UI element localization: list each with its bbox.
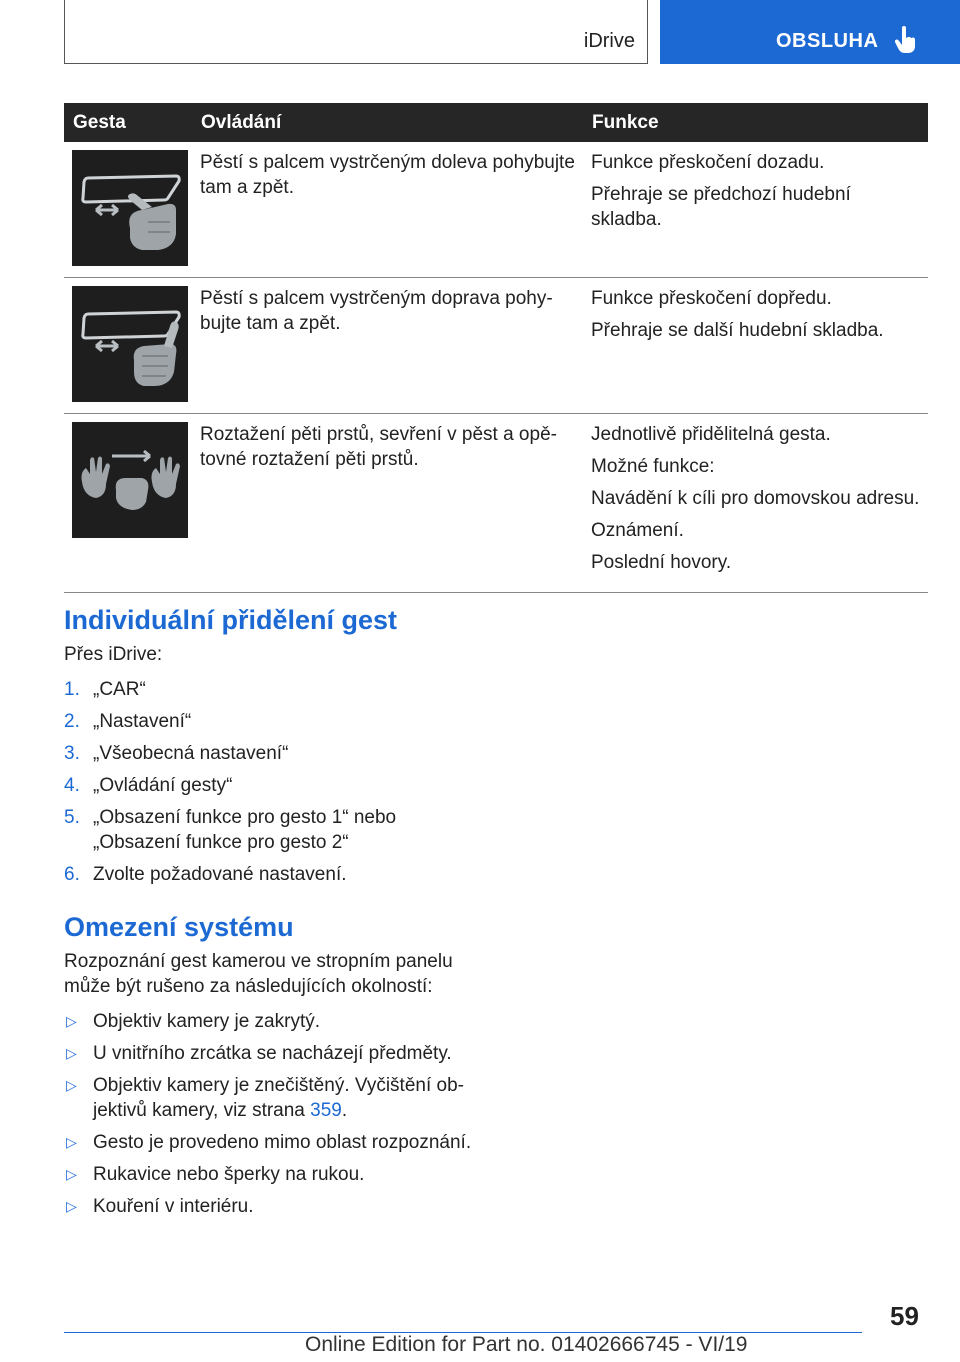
function-text: Možné funkce: bbox=[591, 455, 715, 477]
chapter-tab[interactable] bbox=[660, 0, 960, 64]
triangle-bullet-icon: ▷ bbox=[66, 1198, 77, 1214]
bullet-text: Objektiv kamery je zakrytý. bbox=[93, 1011, 320, 1032]
step-text: Zvolte požadované nastavení. bbox=[93, 864, 347, 885]
section-heading: Omezení systému bbox=[64, 912, 294, 942]
triangle-bullet-icon: ▷ bbox=[66, 1166, 77, 1182]
step-text: „Ovládání gesty“ bbox=[93, 775, 233, 796]
gesture-control-text: Roztažení pěti prstů, sevření v pěst a opě-tovné roztažení pěti prstů. bbox=[200, 423, 557, 470]
function-text: Funkce přeskočení dozadu. bbox=[591, 152, 825, 173]
function-text: Oznámení. bbox=[591, 519, 684, 541]
section-heading: Individuální přidělení gest bbox=[64, 605, 398, 635]
triangle-bullet-icon: ▷ bbox=[66, 1134, 77, 1150]
step-text: „Všeobecná nastavení“ bbox=[93, 743, 289, 764]
gesture-thumb-right-image bbox=[72, 286, 188, 402]
page-number: 59 bbox=[890, 1301, 919, 1331]
step-number: 4. bbox=[64, 775, 80, 796]
bullet-text: Rukavice nebo šperky na rukou. bbox=[93, 1164, 365, 1185]
step-number: 6. bbox=[64, 864, 80, 885]
step-text: „Obsazení funkce pro gesto 1“ nebo „Obsazení funkce pro gesto 2“ bbox=[93, 807, 397, 853]
bullet-text: Objektiv kamery je znečištěný. Vyčištění ob-jektivů kamery, viz strana bbox=[93, 1075, 464, 1121]
list-item bbox=[64, 1194, 484, 1219]
gesture-thumb-left-image bbox=[72, 150, 188, 266]
bullet-text: Kouření v interiéru. bbox=[93, 1196, 254, 1217]
triangle-bullet-icon: ▷ bbox=[66, 1077, 77, 1093]
function-text: Přehraje se předchozí hudební skladba. bbox=[591, 184, 851, 230]
gesture-control-text: Pěstí s palcem vystrčeným doprava pohy-bujte tam a zpět. bbox=[200, 287, 553, 334]
function-text: Přehraje se další hudební skladba. bbox=[591, 319, 884, 341]
list-item bbox=[64, 1041, 484, 1066]
steps-list bbox=[64, 677, 484, 887]
section-intro: Přes iDrive: bbox=[64, 644, 163, 665]
gesture-control-text: Pěstí s palcem vystrčeným doleva pohybujte tam a zpět. bbox=[200, 152, 575, 198]
triangle-bullet-icon: ▷ bbox=[66, 1045, 77, 1061]
section-intro: Rozpoznání gest kamerou ve stropním panelu může být rušeno za následujících okolností: bbox=[64, 951, 453, 997]
function-text: Navádění k cíli pro domovskou adresu. bbox=[591, 487, 920, 509]
list-item bbox=[64, 805, 484, 855]
triangle-bullet-icon: ▷ bbox=[66, 1013, 77, 1029]
list-item bbox=[64, 1073, 484, 1123]
list-item bbox=[64, 773, 484, 798]
function-text: Jednotlivě přidělitelná gesta. bbox=[591, 423, 831, 445]
list-item bbox=[64, 1009, 484, 1034]
col-header-gesture: Gesta bbox=[64, 103, 192, 142]
chapter-tab-label: OBSLUHA bbox=[776, 30, 879, 52]
table-row bbox=[64, 413, 928, 592]
col-header-control: Ovládání bbox=[192, 103, 583, 142]
function-text: Poslední hovory. bbox=[591, 551, 732, 573]
table-row bbox=[64, 277, 928, 413]
list-item bbox=[64, 1130, 484, 1155]
step-number: 1. bbox=[64, 679, 80, 700]
table-row bbox=[64, 142, 928, 277]
step-number: 2. bbox=[64, 711, 80, 732]
step-number: 3. bbox=[64, 743, 80, 764]
footer-edition: Online Edition for Part no. 01402666745 - VI/19 bbox=[305, 1333, 748, 1356]
step-number: 5. bbox=[64, 807, 80, 828]
bullet-list bbox=[64, 1009, 484, 1219]
step-text: „CAR“ bbox=[93, 679, 146, 700]
gesture-table bbox=[64, 103, 928, 593]
hand-pointer-icon bbox=[894, 26, 916, 59]
bullet-text: Gesto je provedeno mimo oblast rozpoznání. bbox=[93, 1132, 472, 1153]
page-link[interactable]: 359 bbox=[310, 1100, 342, 1121]
section-label: iDrive bbox=[583, 30, 635, 52]
bullet-text-end: . bbox=[341, 1100, 348, 1121]
list-item bbox=[64, 741, 484, 766]
list-item bbox=[64, 677, 484, 702]
list-item bbox=[64, 709, 484, 734]
bullet-text: U vnitřního zrcátka se nacházejí předměty. bbox=[93, 1043, 452, 1064]
step-text: „Nastavení“ bbox=[93, 711, 192, 732]
function-text: Funkce přeskočení dopředu. bbox=[591, 287, 832, 309]
col-header-function: Funkce bbox=[583, 103, 928, 142]
table-header-row bbox=[64, 103, 928, 142]
header-frame bbox=[64, 0, 648, 64]
gesture-spread-fist-image bbox=[72, 422, 188, 538]
list-item bbox=[64, 862, 484, 887]
body-content bbox=[64, 602, 484, 1226]
list-item bbox=[64, 1162, 484, 1187]
